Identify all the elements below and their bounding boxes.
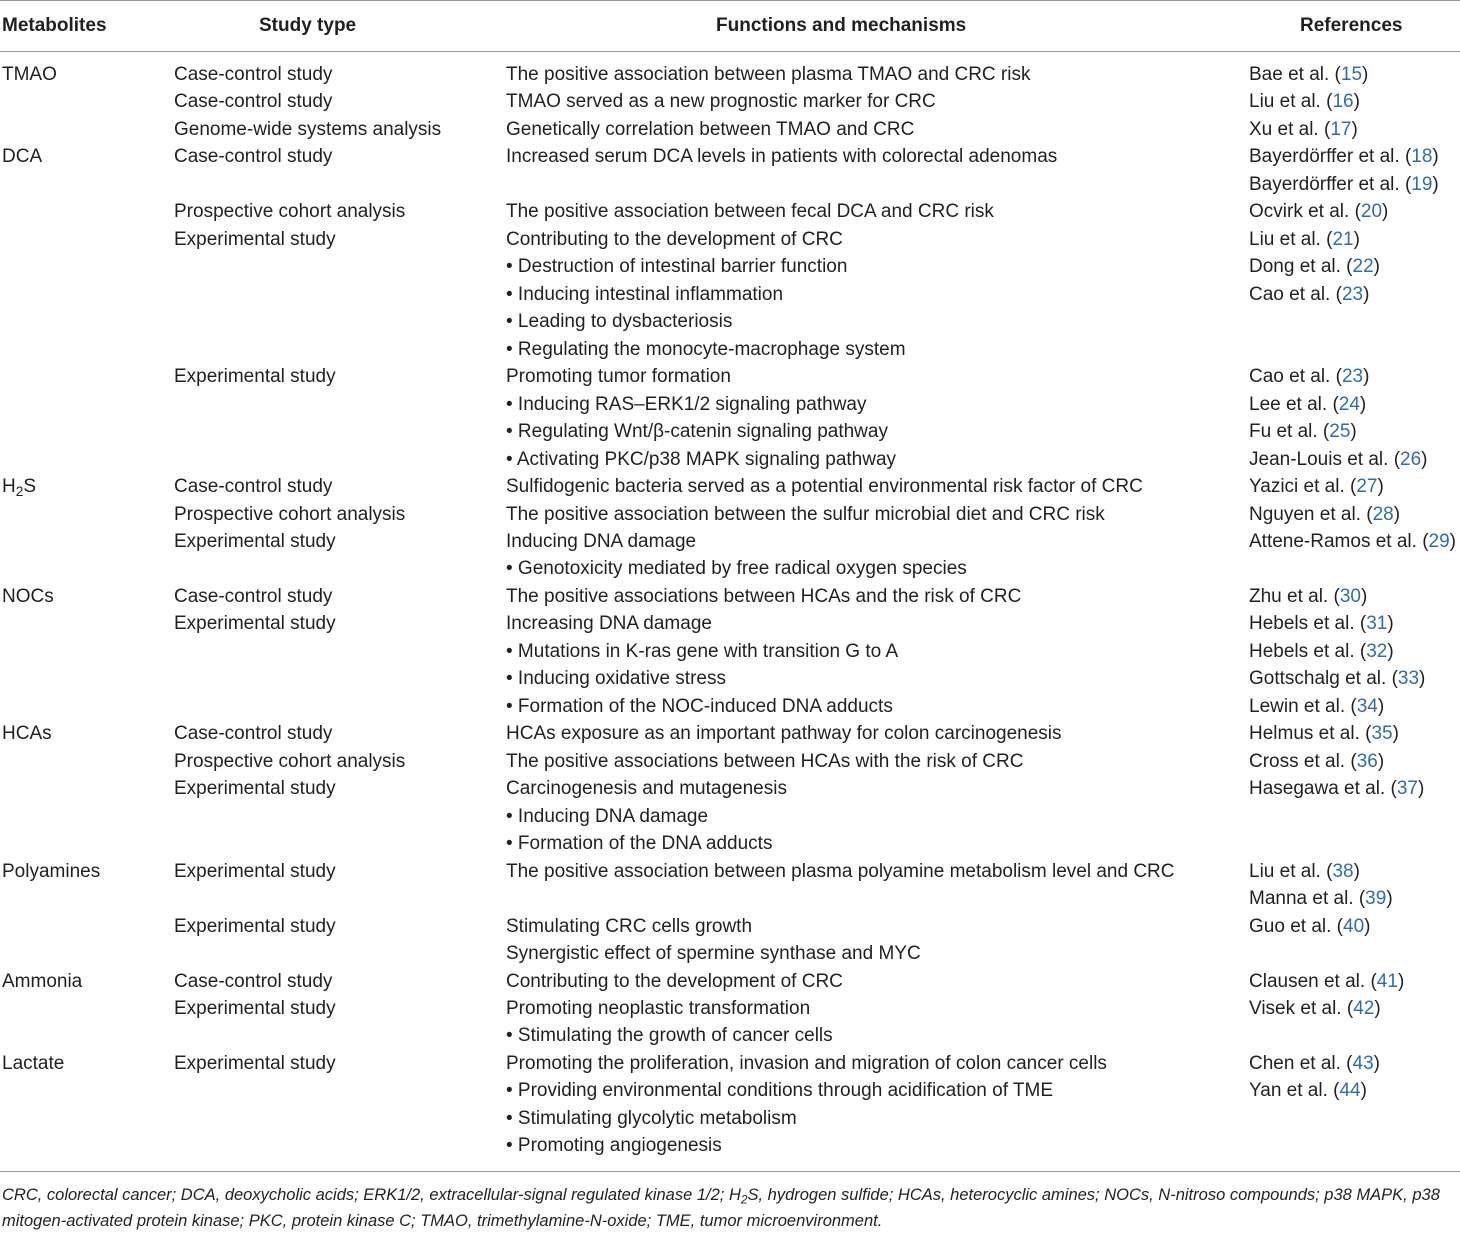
cell-function: Contributing to the development of CRC [506,228,843,250]
reference-link[interactable]: 23 [1341,366,1364,388]
reference-link[interactable]: 44 [1339,1080,1361,1102]
cell-study-type: Experimental study [174,860,336,882]
table-row [0,722,1460,750]
table-row [0,310,1460,338]
cell-reference: Liu et al. (38) [1249,860,1360,882]
reference-link[interactable]: 21 [1332,228,1354,250]
reference-link[interactable]: 16 [1332,91,1354,113]
cell-function: • Activating PKC/p38 MAPK signaling pathway [506,448,897,470]
cell-function: Promoting tumor formation [506,366,731,388]
cell-reference: Gottschalg et al. (33) [1249,668,1426,690]
cell-study-type: Experimental study [174,997,336,1019]
table-row [0,503,1460,531]
cell-metabolite: Lactate [2,1052,65,1074]
table-row [0,805,1460,833]
cell-study-type: Experimental study [174,366,336,388]
cell-metabolite: HCAs [2,723,52,745]
table-row [0,832,1460,860]
cell-function: The positive associations between HCAs with the risk of CRC [506,750,1024,772]
cell-function: Promoting neoplastic transformation [506,997,811,1019]
cell-reference: Nguyen et al. (28) [1249,503,1401,525]
reference-link[interactable]: 37 [1396,778,1418,800]
cell-function: Stimulating CRC cells growth [506,915,753,937]
cell-reference: Bayerdörffer et al. (18) [1249,146,1439,168]
reference-link[interactable]: 28 [1372,503,1394,525]
cell-study-type: Experimental study [174,1052,336,1074]
cell-reference: Ocvirk et al. (20) [1249,201,1389,223]
cell-study-type: Experimental study [174,530,336,552]
cell-function: • Inducing RAS–ERK1/2 signaling pathway [506,393,867,415]
cell-function: Promoting the proliferation, invasion and migration of colon cancer cells [506,1052,1107,1074]
table-row [0,777,1460,805]
cell-reference: Yan et al. (44) [1249,1080,1367,1102]
table-row [0,695,1460,723]
table-row [0,283,1460,311]
cell-function: Increased serum DCA levels in patients with colorectal adenomas [506,146,1058,168]
cell-study-type: Case-control study [174,970,333,992]
table-row [0,420,1460,448]
cell-metabolite: DCA [2,146,43,168]
table-row [0,393,1460,421]
reference-link[interactable]: 23 [1341,283,1364,305]
table-row [0,1024,1460,1052]
cell-reference: Lewin et al. (34) [1249,695,1385,717]
cell-function: • Destruction of intestinal barrier function [506,256,848,278]
cell-reference: Bayerdörffer et al. (19) [1249,173,1439,195]
cell-function: • Regulating Wnt/β-catenin signaling pathway [506,421,888,443]
cell-metabolite: Polyamines [2,860,101,882]
top-rule [0,0,1460,1]
cell-function: • Inducing DNA damage [506,805,709,827]
header-functions: Functions and mechanisms [716,15,967,36]
cell-function: • Providing environmental conditions through acidification of TME [506,1080,1054,1102]
cell-metabolite: Ammonia [2,970,83,992]
cell-function: Sulfidogenic bacteria served as a potential environmental risk factor of CRC [506,476,1143,498]
reference-link[interactable]: 29 [1428,530,1450,552]
cell-study-type: Experimental study [174,778,336,800]
cell-metabolite: TMAO [2,64,57,85]
cell-reference: Cao et al. (23) [1249,283,1370,305]
cell-function: • Leading to dysbacteriosis [506,311,733,333]
cell-study-type: Experimental study [174,228,336,250]
table-row [0,997,1460,1025]
cell-study-type: Prospective cohort analysis [174,201,406,223]
cell-function: Inducing DNA damage [506,530,697,552]
cell-function: • Regulating the monocyte-macrophage system [506,338,906,360]
cell-study-type: Experimental study [174,613,336,635]
cell-function: The positive association between plasma polyamine metabolism level and CRC [506,860,1175,882]
table-row [0,640,1460,668]
table-row [0,365,1460,393]
table-row [0,255,1460,283]
cell-function: • Formation of the DNA adducts [506,833,773,855]
reference-link[interactable]: 42 [1353,997,1375,1019]
cell-reference: Cao et al. (23) [1249,366,1370,388]
table-row [0,448,1460,476]
cell-reference: Liu et al. (21) [1249,228,1360,250]
cell-reference: Chen et al. (43) [1249,1052,1380,1074]
reference-link[interactable]: 32 [1366,640,1388,662]
table-row [0,915,1460,943]
reference-link[interactable]: 41 [1376,970,1398,992]
cell-metabolite: $H_2S$ [2,476,37,500]
header-rule [0,51,1460,52]
cell-function: Increasing DNA damage [506,613,712,635]
reference-link[interactable]: 34 [1356,695,1378,717]
reference-link[interactable]: 27 [1356,476,1378,498]
reference-link[interactable]: 22 [1352,256,1374,278]
table-row [0,887,1460,915]
reference-link[interactable]: 24 [1338,393,1360,415]
reference-link[interactable]: 15 [1340,64,1363,85]
table-row [0,585,1460,613]
cell-function: TMAO served as a new prognostic marker for CRC [506,91,936,113]
cell-reference: Hebels et al. (31) [1249,613,1394,635]
table-row [0,1107,1460,1135]
table-row [0,475,1460,503]
table-row [0,1052,1460,1080]
cell-study-type: Case-control study [174,91,333,113]
cell-function: The positive association between plasma TMAO and CRC risk [506,64,1031,85]
cell-function: HCAs exposure as an important pathway for colon carcinogenesis [506,723,1062,745]
cell-reference: Guo et al. (40) [1249,915,1371,937]
cell-study-type: Case-control study [174,585,333,607]
table-row [0,338,1460,366]
header-metabolites: Metabolites [2,15,107,36]
cell-function: The positive association between fecal DCA and CRC risk [506,201,994,223]
table-row [0,970,1460,998]
cell-reference: Bae et al. (15) [1249,64,1369,85]
cell-reference: Hebels et al. (32) [1249,640,1394,662]
cell-function: • Mutations in K-ras gene with transition G to A [506,640,899,662]
reference-link[interactable]: 43 [1352,1052,1374,1074]
table-row [0,228,1460,256]
reference-link[interactable]: 20 [1360,201,1383,223]
cell-study-type: Case-control study [174,64,333,85]
reference-link[interactable]: 26 [1400,448,1422,470]
table-footnote: CRC, colorectal cancer; DCA, deoxycholic acids; ERK1/2, extracellular-signal regulated kinase 1/2; $H_2S$, hydrogen sulfide; HCAs, heterocyclic amines; NOCs, N-nitroso compounds; p38 MAPK, p38 mitogen-activated protein kinase; PKC, protein kinase C; TMAO, trimethylamine-N-oxide; TME, tumor microenvironment. [2,1186,1440,1230]
cell-study-type: Case-control study [174,476,333,498]
cell-reference: Liu et al. (16) [1249,91,1360,113]
cell-reference: Zhu et al. (30) [1249,585,1368,607]
cell-study-type: Case-control study [174,723,333,745]
cell-reference: Manna et al. (39) [1249,888,1393,910]
cell-study-type: Experimental study [174,915,336,937]
reference-link[interactable]: 17 [1330,118,1352,140]
cell-function: • Formation of the NOC-induced DNA adducts [506,695,893,717]
cell-function: • Genotoxicity mediated by free radical oxygen species [506,558,967,580]
cell-study-type: Genome-wide systems analysis [174,118,442,140]
reference-link[interactable]: 30 [1339,585,1361,607]
reference-link[interactable]: 31 [1366,613,1388,635]
cell-study-type: Case-control study [174,146,333,168]
cell-function: • Inducing intestinal inflammation [506,283,784,305]
reference-link[interactable]: 35 [1371,723,1393,745]
cell-function: The positive associations between HCAs and the risk of CRC [506,585,1022,607]
table-row [0,942,1460,970]
cell-study-type: Prospective cohort analysis [174,503,406,525]
cell-function: • Stimulating the growth of cancer cells [506,1025,833,1047]
cell-metabolite: NOCs [2,585,54,607]
cell-reference: Hasegawa et al. (37) [1249,778,1425,800]
table-row [0,63,1460,91]
table-row [0,667,1460,695]
cell-study-type: Prospective cohort analysis [174,750,406,772]
cell-function: Contributing to the development of CRC [506,970,843,992]
cell-function: Genetically correlation between TMAO and CRC [506,118,915,140]
cell-function: Carcinogenesis and mutagenesis [506,778,787,800]
reference-link[interactable]: 38 [1332,860,1354,882]
table-row [0,173,1460,201]
table-row [0,1079,1460,1107]
reference-link[interactable]: 25 [1329,421,1351,443]
table-row [0,750,1460,778]
cell-reference: Dong et al. (22) [1249,256,1380,278]
cell-function: • Promoting angiogenesis [506,1135,722,1157]
table-row [0,530,1460,558]
reference-link[interactable]: 19 [1411,173,1433,195]
cell-reference: Visek et al. (42) [1249,997,1381,1019]
cell-function: • Inducing oxidative stress [506,668,726,690]
reference-link[interactable]: 33 [1397,668,1420,690]
cell-function: • Stimulating glycolytic metabolism [506,1107,797,1129]
reference-link[interactable]: 40 [1343,915,1365,937]
cell-reference: Cross et al. (36) [1249,750,1385,772]
table-row [0,612,1460,640]
cell-function: The positive association between the sulfur microbial diet and CRC risk [506,503,1105,525]
reference-link[interactable]: 18 [1411,146,1433,168]
header-study-type: Study type [259,15,357,36]
cell-reference: Clausen et al. (41) [1249,970,1405,992]
cell-reference: Yazici et al. (27) [1249,476,1384,498]
table-row [0,860,1460,888]
bottom-rule [0,1171,1460,1172]
cell-reference: Lee et al. (24) [1249,393,1367,415]
header-references: References [1300,15,1403,36]
cell-reference: Xu et al. (17) [1249,118,1358,140]
table-row [0,118,1460,146]
table-row [0,1134,1460,1162]
table-row [0,557,1460,585]
table-row [0,145,1460,173]
cell-function: Synergistic effect of spermine synthase and MYC [506,943,921,965]
cell-reference: Fu et al. (25) [1249,421,1357,443]
cell-reference: Helmus et al. (35) [1249,723,1399,745]
cell-reference: Jean-Louis et al. (26) [1249,448,1428,470]
table-row [0,200,1460,228]
reference-link[interactable]: 36 [1356,750,1378,772]
table-row [0,90,1460,118]
cell-reference: Attene-Ramos et al. (29) [1249,530,1456,552]
reference-link[interactable]: 39 [1365,888,1387,910]
